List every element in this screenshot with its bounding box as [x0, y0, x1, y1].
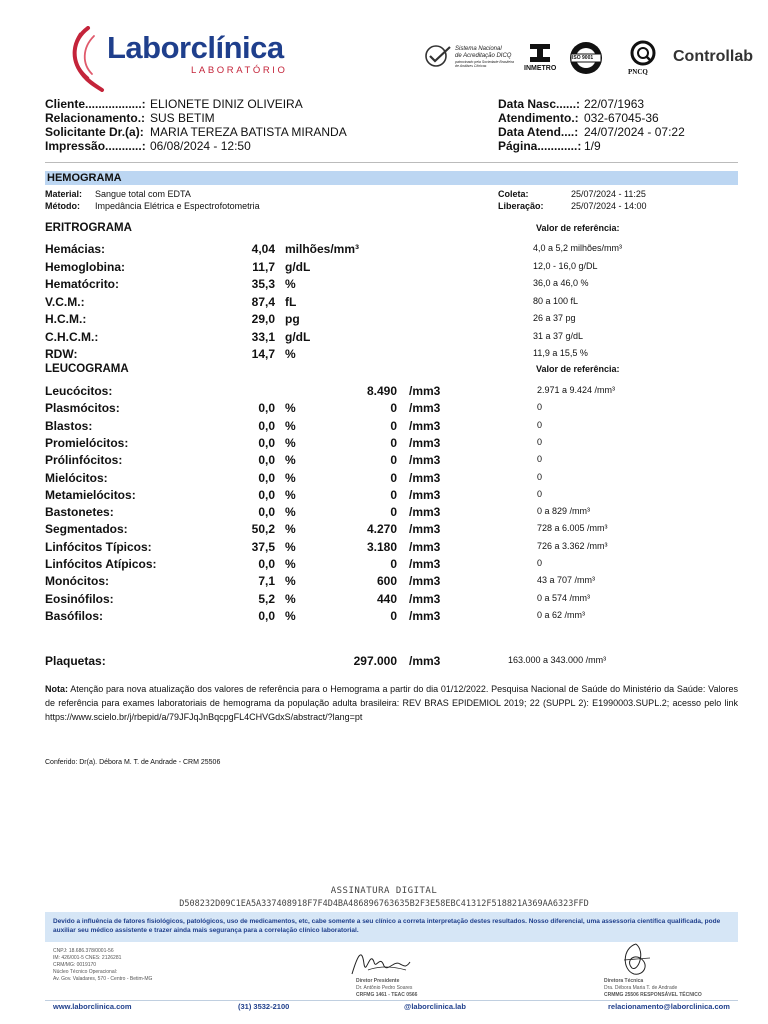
requester-value: MARIA TEREZA BATISTA MIRANDA	[150, 125, 347, 139]
leuco-row-pct: 0,0	[258, 608, 275, 623]
eritro-row-label: Hemoglobina:	[45, 259, 125, 274]
header-divider	[45, 162, 738, 163]
eritro-row-label: Hemácias:	[45, 242, 106, 256]
leuco-row-pct-unit: %	[285, 487, 296, 502]
eritro-row-ref: 36,0 a 46,0 %	[533, 278, 589, 288]
leuco-row-abs: 0	[390, 401, 397, 416]
leuco-row-pct: 7,1	[258, 574, 275, 589]
eritro-row-unit: pg	[285, 312, 300, 326]
controllab-logo: Controllab	[673, 48, 753, 65]
leuco-row-pct-unit: %	[285, 435, 296, 450]
leuco-row-abs: 0	[390, 505, 397, 520]
leuco-row-pct-unit: %	[285, 591, 296, 606]
leuco-row-pct: 37,5	[251, 539, 275, 554]
leuco-row-label: Monócitos:	[45, 574, 109, 589]
eritro-row-ref: 12,0 - 16,0 g/DL	[533, 260, 598, 271]
leuco-row-pct: 0,0	[258, 401, 275, 416]
birth-date-value: 22/07/1963	[584, 97, 645, 111]
footer-phone: (31) 3532-2100	[238, 1002, 290, 1011]
leuco-row-pct: 0,0	[258, 487, 275, 502]
eritro-row-unit: %	[285, 277, 296, 291]
eritro-row-label: V.C.M.:	[45, 294, 85, 309]
leuco-row-abs: 0	[390, 453, 397, 468]
leuco-row-pct-unit: %	[285, 453, 296, 468]
eritro-row-ref: 80 a 100 fL	[533, 295, 579, 306]
leuco-row-pct: 0,0	[258, 435, 275, 450]
leuco-row-ref: 0	[537, 454, 543, 465]
leuco-row-abs: 3.180	[366, 539, 397, 554]
attendance-value: 032-67045-36	[584, 111, 659, 125]
leuco-row-label: Prólinfócitos:	[45, 453, 123, 468]
leuco-row-ref: 0 a 574 /mm³	[537, 592, 591, 603]
exam-liberacao: Liberação: 25/07/2024 - 14:00	[498, 201, 647, 211]
eritro-row-value: 29,0	[251, 312, 275, 326]
leuco-row-abs-unit: /mm3	[409, 453, 441, 468]
eritro-row-ref: 11,9 a 15,5 %	[533, 348, 588, 358]
exam-title-bar	[45, 171, 738, 185]
exam-title: HEMOGRAMA	[47, 172, 122, 184]
leuco-row-ref: 0	[537, 471, 543, 482]
leuco-row-pct-unit: %	[285, 418, 296, 433]
leuco-row-abs-unit: /mm3	[409, 539, 441, 554]
leuco-row-ref: 0	[537, 488, 543, 499]
leuco-row-ref: 726 a 3.362 /mm³	[537, 540, 608, 551]
leuco-row-pct-unit: %	[285, 505, 296, 520]
patient-info-right	[498, 97, 685, 153]
pncq-label: PNCQ	[628, 68, 648, 76]
leuco-row-ref: 0	[537, 436, 543, 447]
leuco-row-abs-unit: /mm3	[409, 470, 441, 485]
leuco-row-pct: 0,0	[258, 505, 275, 520]
leuco-row-abs-unit: /mm3	[409, 401, 441, 416]
leuco-row-ref: 0	[537, 419, 543, 430]
exam-method: Método: Impedância Elétrica e Espectrofotometria	[45, 201, 260, 211]
leuco-row-label: Promielócitos:	[45, 435, 129, 450]
footer-disclaimer-band	[45, 912, 738, 942]
leuco-row-label: Blastos:	[45, 418, 93, 433]
leuco-row-pct: 0,0	[258, 453, 275, 468]
footer-social-link[interactable]: @laborclinica.lab	[404, 1002, 466, 1011]
inmetro-label: INMETRO	[524, 65, 557, 72]
leuco-row-ref: 728 a 6.005 /mm³	[537, 523, 608, 534]
leuco-row-pct: 0,0	[258, 418, 275, 433]
leucograma-ref-header: Valor de referência:	[536, 364, 620, 374]
leuco-row-abs-unit: /mm3	[409, 435, 441, 450]
attendance-label: Atendimento.:	[498, 111, 579, 125]
leuco-row-abs: 4.270	[366, 522, 397, 537]
dicq-seal-icon	[424, 44, 454, 68]
conferido-text: Conferido: Dr(a). Débora M. T. de Andrade - CRM 25506	[45, 759, 221, 766]
footer-divider	[45, 1000, 738, 1001]
leuco-row-abs: 440	[376, 591, 397, 606]
eritro-row-label: C.H.C.M.:	[45, 329, 99, 344]
leuco-row-abs-unit: /mm3	[409, 418, 441, 433]
leuco-row-abs: 600	[376, 574, 397, 589]
eritro-row-label: Hematócrito:	[45, 277, 120, 291]
eritro-row-unit: milhões/mm³	[285, 242, 360, 256]
eritro-row-unit: g/dL	[285, 259, 311, 274]
leuco-row-pct-unit: %	[285, 401, 296, 416]
eritro-row-ref: 4,0 a 5,2 milhões/mm³	[533, 243, 623, 253]
dicq-seal-subtext: patrocinado pela Sociedade Brasileira de Análises Clínicas	[455, 60, 514, 68]
eritro-row-value: 14,7	[251, 347, 275, 361]
requester-label: Solicitante Dr.(a):	[45, 125, 144, 139]
page-label: Página............:	[498, 139, 582, 153]
reference-note	[45, 682, 738, 724]
leuco-row-abs: 0	[390, 557, 397, 571]
eritro-row-value: 87,4	[251, 294, 275, 309]
leuco-row-label: Segmentados:	[45, 522, 128, 537]
leuco-row-label: Basófilos:	[45, 608, 104, 623]
plaquetas-unit: /mm3	[409, 654, 441, 668]
eritro-row-unit: g/dL	[285, 329, 311, 344]
brand-subtitle: LABORATÓRIO	[191, 65, 288, 76]
footer-website-link[interactable]: www.laborclinica.com	[53, 1002, 132, 1011]
note-label: Nota:	[45, 684, 68, 694]
inmetro-logo-icon	[528, 42, 552, 64]
leuco-row-label: Linfócitos Atípicos:	[45, 557, 157, 571]
leuco-row-pct: 0,0	[258, 557, 275, 571]
leuco-row-label: Eosinófilos:	[45, 591, 114, 606]
footer-email-link[interactable]: relacionamento@laborclinica.com	[608, 1002, 730, 1011]
client-value: ELIONETE DINIZ OLIVEIRA	[150, 97, 303, 111]
eritro-row-label: RDW:	[45, 347, 78, 361]
leuco-row-label: Linfócitos Típicos:	[45, 539, 152, 554]
exam-coleta: Coleta: 25/07/2024 - 11:25	[498, 189, 646, 199]
leuco-row-abs-unit: /mm3	[409, 487, 441, 502]
leuco-row-ref: 0	[537, 402, 543, 413]
leuco-row-abs-unit: /mm3	[409, 505, 441, 520]
leuco-row-ref: 0 a 62 /mm³	[537, 609, 586, 620]
leuco-row-abs-unit: /mm3	[409, 557, 441, 571]
attendance-date-label: Data Atend....:	[498, 125, 579, 139]
director-signature-icon	[348, 944, 412, 978]
leuco-row-abs: 0	[390, 435, 397, 450]
leuco-row-label: Bastonetes:	[45, 505, 114, 520]
print-date-value: 06/08/2024 - 12:50	[150, 139, 251, 153]
plaquetas-ref: 163.000 a 343.000 /mm³	[508, 655, 607, 665]
leuco-row-abs: 0	[390, 418, 397, 433]
brand-name: Laborclínica	[107, 30, 284, 65]
leuco-row-abs: 0	[390, 487, 397, 502]
leuco-row-label: Metamielócitos:	[45, 487, 136, 502]
technical-director-signature-icon	[616, 940, 656, 978]
leuco-row-abs: 8.490	[366, 384, 397, 398]
leuco-row-ref: 0 a 829 /mm³	[537, 506, 591, 517]
eritro-row-unit: %	[285, 347, 296, 361]
leuco-row-pct-unit: %	[285, 470, 296, 485]
digital-signature-title: ASSINATURA DIGITAL	[330, 886, 438, 896]
leuco-row-pct-unit: %	[285, 522, 296, 537]
laborclinica-logo-icon	[66, 26, 110, 92]
leuco-row-abs-unit: /mm3	[409, 574, 441, 589]
eritrograma-ref-header: Valor de referência:	[536, 223, 620, 233]
eritro-row-value: 35,3	[251, 277, 275, 291]
leuco-row-ref: 2.971 a 9.424 /mm³	[537, 385, 616, 395]
eritro-row-value: 33,1	[251, 329, 275, 344]
eritro-row-unit: fL	[285, 294, 297, 309]
leuco-row-label: Mielócitos:	[45, 470, 108, 485]
leuco-row-ref: 43 a 707 /mm³	[537, 575, 596, 586]
leuco-row-abs-unit: /mm3	[409, 591, 441, 606]
dicq-seal-text: Sistema Nacional de Acreditação DICQ	[455, 46, 512, 59]
leuco-row-label: Leucócitos:	[45, 384, 113, 398]
leuco-row-abs: 0	[390, 608, 397, 623]
company-info: CNPJ: 18.686.378/0001-56 IM: 426/001-5 CNES: 2126281 CRM/MG: 0019170 Núcleo Técnico Operacional: Av. Gov. Valadares, 570 - Centro - Betim-MG	[53, 948, 153, 982]
page-value: 1/9	[584, 139, 601, 153]
eritro-row-value: 4,04	[251, 242, 275, 256]
plaquetas-value: 297.000	[353, 654, 397, 668]
leuco-row-ref: 0	[537, 558, 543, 568]
exam-material: Material: Sangue total com EDTA	[45, 189, 191, 199]
leuco-row-label: Plasmócitos:	[45, 401, 120, 416]
eritro-row-label: H.C.M.:	[45, 312, 87, 326]
leuco-row-pct-unit: %	[285, 608, 296, 623]
footer-disclaimer: Devido a influência de fatores fisiológicos, patológicos, uso de medicamentos, etc, cabe somente a seu clínico a correta interpretação destes resultados. Nosso diferencial, uma assessoria científica qualificada, pode auxiliar seu médico assistente e trazer ainda mais segurança para a correlação clínico laboratorial.	[53, 918, 721, 934]
print-date-label: Impressão...........:	[45, 139, 146, 153]
leuco-row-abs: 0	[390, 470, 397, 485]
leuco-row-abs-unit: /mm3	[409, 522, 441, 537]
leuco-row-pct-unit: %	[285, 539, 296, 554]
patient-info-left	[45, 97, 347, 153]
eritro-row-ref: 26 a 37 pg	[533, 313, 576, 323]
attendance-date-value: 24/07/2024 - 07:22	[584, 125, 685, 139]
eritro-row-value: 11,7	[252, 259, 275, 274]
eritrograma-title: ERITROGRAMA	[45, 222, 132, 234]
iso-9001-label: ISO 9001	[572, 55, 594, 61]
client-label: Cliente.................:	[45, 97, 146, 111]
leuco-row-pct: 50,2	[251, 522, 275, 537]
leuco-row-pct-unit: %	[285, 557, 296, 571]
digital-signature-hash: D508232D09C1EA5A337408918F7F4D4BA486896763635B2F3E58EBC41312F518821A369AA6323FFD	[179, 899, 589, 909]
leuco-row-abs-unit: /mm3	[409, 384, 441, 398]
technical-director-info: Diretora Técnica Dra. Débora Maria T. de Andrade CRMMG 25506 RESPONSÁVEL TÉCNICO	[604, 978, 702, 998]
leuco-row-pct: 5,2	[258, 591, 275, 606]
birth-date-label: Data Nasc......:	[498, 97, 581, 111]
relationship-value: SUS BETIM	[150, 111, 215, 125]
plaquetas-label: Plaquetas:	[45, 654, 106, 668]
leuco-row-abs-unit: /mm3	[409, 608, 441, 623]
eritro-row-ref: 31 a 37 g/dL	[533, 330, 584, 341]
leucograma-title: LEUCOGRAMA	[45, 363, 129, 375]
pncq-seal-icon	[630, 40, 656, 66]
leuco-row-pct: 0,0	[258, 470, 275, 485]
relationship-label: Relacionamento.:	[45, 111, 146, 125]
note-text: Atenção para nova atualização dos valores de referência para o Hemograma a partir do dia 01/12/2022. Pesquisa Nacional de Saúde do Ministério da Saúde: Valores de referência para exames laboratoriais de hemograma da população adulta brasileira: REV BRAS EPIDEMIOL 2019; 22 (SUPPL 2): E1990003.SUPL.2; acesso pelo link https://www.scielo.br/j/rbepid/a/79JFJqJnBqcpgFL4CHVGdxS/abstract/?lang=pt	[45, 684, 738, 722]
leuco-row-pct-unit: %	[285, 574, 296, 589]
director-info: Diretor Presidente Dr. Antônio Pedro Soares CRFMG 1461 - TEAC 0566	[356, 978, 418, 998]
